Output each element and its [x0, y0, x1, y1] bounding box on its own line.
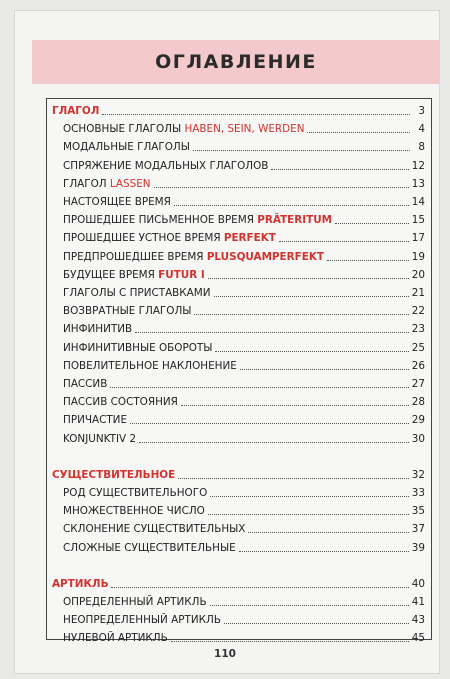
- leader-dots: [174, 205, 409, 206]
- entry-page-number: 22: [411, 305, 425, 318]
- toc-entry[interactable]: [63, 266, 425, 282]
- toc-entry[interactable]: [63, 411, 425, 427]
- leader-dots: [327, 260, 409, 261]
- leader-dots: [240, 369, 409, 370]
- highlighted-term: HABEN, SEIN, WERDEN: [184, 123, 305, 136]
- entry-page-number: 13: [411, 177, 425, 190]
- entry-page-number: 25: [411, 341, 425, 354]
- leader-dots: [102, 114, 410, 115]
- entry-label: [63, 122, 304, 136]
- entry-label: [63, 195, 171, 209]
- entry-text: ПРОШЕДШЕЕ ПИСЬМЕННОЕ ВРЕМЯ: [63, 214, 258, 227]
- leader-dots: [178, 478, 409, 479]
- entry-label: СУЩЕСТВИТЕЛЬНОЕ: [52, 468, 176, 481]
- entry-page-number: 26: [411, 359, 425, 372]
- entry-label: [63, 341, 212, 355]
- entry-text: ПРИЧАСТИЕ: [63, 414, 128, 427]
- entry-label: [63, 413, 127, 427]
- toc-entry[interactable]: [63, 539, 425, 555]
- entry-text: ПАССИВ СОСТОЯНИЯ: [63, 396, 178, 409]
- toc-entry[interactable]: [63, 339, 425, 355]
- entry-label: [63, 286, 211, 300]
- entry-label: [63, 268, 205, 282]
- leader-dots: [279, 241, 409, 242]
- leader-dots: [130, 423, 409, 424]
- entry-label: [63, 377, 107, 391]
- highlighted-term: PRÄTERITUM: [257, 214, 332, 227]
- leader-dots: [181, 405, 409, 406]
- leader-dots: [335, 223, 409, 224]
- leader-dots: [210, 496, 409, 497]
- book-page: [14, 10, 440, 674]
- entry-page-number: 28: [411, 396, 425, 409]
- entry-text: МОДАЛЬНЫЕ ГЛАГОЛЫ: [63, 141, 190, 154]
- entry-label: [63, 631, 168, 645]
- toc-entry[interactable]: [63, 520, 425, 536]
- entry-page-number: 20: [411, 268, 425, 281]
- toc-entry[interactable]: [63, 375, 425, 391]
- entry-page-number: 3: [418, 105, 425, 117]
- entry-text: ОСНОВНЫЕ ГЛАГОЛЫ: [63, 123, 185, 136]
- leader-dots: [139, 442, 409, 443]
- entry-page-number: 4: [418, 123, 425, 136]
- section-heading[interactable]: [52, 102, 425, 118]
- entry-page-number: 23: [411, 323, 425, 336]
- toc-entry[interactable]: [63, 357, 425, 373]
- page-title: ОГЛАВЛЕНИЕ: [155, 51, 317, 73]
- page-number: 110: [214, 648, 236, 660]
- toc-entry[interactable]: [63, 138, 425, 154]
- toc-entry[interactable]: [63, 120, 425, 136]
- highlighted-term: LASSEN: [109, 177, 151, 190]
- toc-entry[interactable]: [63, 248, 425, 264]
- entry-page-number: 12: [411, 159, 425, 172]
- entry-label: [63, 359, 237, 373]
- entry-label: [63, 613, 221, 627]
- toc-entry[interactable]: [63, 611, 425, 627]
- entry-page-number: 33: [411, 487, 425, 499]
- toc-entry[interactable]: [63, 284, 425, 300]
- leader-dots: [248, 532, 408, 533]
- toc-entry[interactable]: [63, 484, 425, 500]
- leader-dots: [215, 351, 408, 352]
- entry-label: [63, 304, 191, 318]
- entry-text: ПРОШЕДШЕЕ УСТНОЕ ВРЕМЯ: [63, 232, 224, 245]
- title-banner: [32, 40, 440, 84]
- leader-dots: [210, 605, 409, 606]
- entry-label: [63, 541, 236, 555]
- toc-entry[interactable]: [63, 320, 425, 336]
- entry-label: [63, 504, 205, 518]
- entry-text: ПРЕДПРОШЕДШЕЕ ВРЕМЯ: [63, 250, 207, 263]
- entry-text: ПАССИВ: [63, 378, 108, 390]
- entry-text: ГЛАГОЛЫ С ПРИСТАВКАМИ: [63, 287, 211, 299]
- entry-text: ИНФИНИТИВНЫЕ ОБОРОТЫ: [63, 341, 213, 354]
- entry-text: СЛОЖНЫЕ СУЩЕСТВИТЕЛЬНЫЕ: [63, 541, 236, 554]
- leader-dots: [135, 332, 409, 333]
- entry-text: ГЛАГОЛ: [63, 177, 110, 190]
- entry-text: МНОЖЕСТВЕННОЕ ЧИСЛО: [63, 505, 205, 518]
- entry-label: ГЛАГОЛ: [52, 105, 100, 117]
- leader-dots: [239, 551, 409, 552]
- entry-page-number: 14: [411, 196, 425, 208]
- toc-entry[interactable]: [63, 629, 425, 645]
- toc-entry[interactable]: [63, 593, 425, 609]
- entry-page-number: 41: [411, 596, 425, 608]
- toc-entry[interactable]: [63, 302, 425, 318]
- toc-entry[interactable]: [63, 175, 425, 191]
- entry-page-number: 21: [411, 287, 425, 299]
- entry-label: [63, 486, 207, 500]
- leader-dots: [111, 587, 408, 588]
- entry-label: [63, 432, 136, 446]
- entry-label: [63, 595, 207, 609]
- entry-text: ВОЗВРАТНЫЕ ГЛАГОЛЫ: [63, 305, 192, 318]
- entry-text: РОД СУЩЕСТВИТЕЛЬНОГО: [63, 487, 208, 499]
- entry-label: [63, 140, 190, 154]
- toc-entry[interactable]: [63, 193, 425, 209]
- toc-entry[interactable]: [63, 157, 425, 173]
- entry-label: [63, 177, 151, 191]
- highlighted-term: PLUSQUAMPERFEKT: [206, 250, 324, 263]
- entry-page-number: 45: [411, 632, 425, 645]
- entry-label: [63, 250, 324, 264]
- entry-page-number: 27: [411, 378, 425, 390]
- leader-dots: [171, 641, 409, 642]
- entry-text: ОПРЕДЕЛЕННЫЙ АРТИКЛЬ: [63, 596, 207, 608]
- section-heading[interactable]: [52, 575, 425, 591]
- leader-dots: [110, 387, 408, 388]
- toc-entry[interactable]: [63, 430, 425, 446]
- entry-text: НАСТОЯЩЕЕ ВРЕМЯ: [63, 196, 171, 208]
- leader-dots: [154, 187, 409, 188]
- entry-label: [63, 395, 178, 409]
- entry-page-number: 39: [411, 541, 425, 554]
- section-heading[interactable]: [52, 466, 425, 482]
- entry-page-number: 15: [411, 214, 425, 227]
- entry-page-number: 35: [411, 505, 425, 518]
- entry-label: [63, 213, 332, 227]
- leader-dots: [307, 132, 410, 133]
- leader-dots: [214, 296, 409, 297]
- toc-entry[interactable]: [63, 393, 425, 409]
- entry-text: ИНФИНИТИВ: [63, 323, 133, 336]
- entry-text: СПРЯЖЕНИЕ МОДАЛЬНЫХ ГЛАГОЛОВ: [63, 159, 269, 172]
- entry-label: [63, 522, 245, 536]
- highlighted-term: FUTUR I: [158, 268, 205, 281]
- leader-dots: [208, 278, 409, 279]
- leader-dots: [271, 169, 408, 170]
- entry-page-number: 43: [411, 614, 425, 627]
- entry-label: [63, 322, 132, 336]
- entry-page-number: 32: [411, 468, 425, 481]
- entry-text: НУЛЕВОЙ АРТИКЛЬ: [63, 632, 168, 645]
- entry-label: [63, 231, 276, 245]
- entry-text: KONJUNKTIV 2: [63, 432, 137, 445]
- entry-text: БУДУЩЕЕ ВРЕМЯ: [63, 268, 159, 281]
- leader-dots: [193, 150, 410, 151]
- toc-entry[interactable]: [63, 502, 425, 518]
- entry-text: СКЛОНЕНИЕ СУЩЕСТВИТЕЛЬНЫХ: [63, 523, 246, 536]
- entry-label: АРТИКЛЬ: [52, 577, 109, 590]
- toc-entry[interactable]: [63, 229, 425, 245]
- entry-page-number: 17: [411, 232, 425, 245]
- entry-label: [63, 159, 268, 173]
- highlighted-term: PERFEKT: [223, 232, 276, 245]
- entry-page-number: 19: [411, 250, 425, 263]
- toc-entry[interactable]: [63, 211, 425, 227]
- entry-text: НЕОПРЕДЕЛЕННЫЙ АРТИКЛЬ: [63, 614, 221, 627]
- leader-dots: [194, 314, 408, 315]
- entry-text: ПОВЕЛИТЕЛЬНОЕ НАКЛОНЕНИЕ: [63, 359, 237, 372]
- entry-page-number: 37: [411, 523, 425, 536]
- leader-dots: [224, 623, 409, 624]
- entry-page-number: 30: [411, 432, 425, 445]
- entry-page-number: 29: [411, 414, 425, 427]
- entry-page-number: 8: [418, 141, 425, 154]
- table-of-contents: [46, 98, 432, 645]
- entry-page-number: 40: [411, 577, 425, 590]
- leader-dots: [208, 514, 409, 515]
